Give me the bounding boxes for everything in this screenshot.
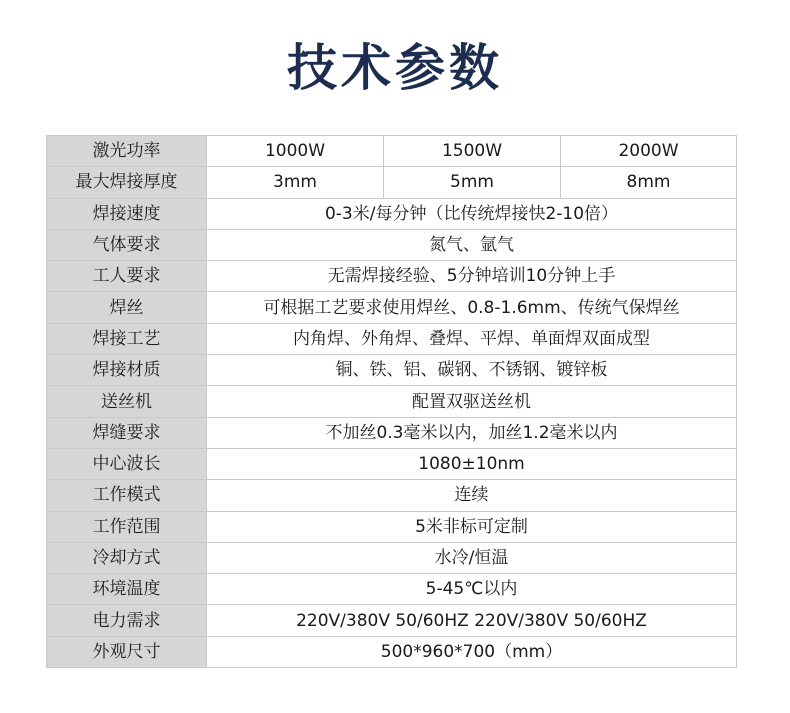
spec-value: 1000W: [207, 136, 384, 167]
spec-value: 无需焊接经验、5分钟培训10分钟上手: [207, 261, 737, 292]
spec-value: 1500W: [384, 136, 561, 167]
spec-label: 工作模式: [47, 480, 207, 511]
spec-table: [46, 135, 737, 668]
spec-row-temperature: [47, 574, 737, 605]
spec-row-seam: [47, 417, 737, 448]
spec-value: 5-45℃以内: [207, 574, 737, 605]
spec-row-wire-feeder: [47, 386, 737, 417]
spec-label: 焊接材质: [47, 355, 207, 386]
spec-value: 连续: [207, 480, 737, 511]
spec-row-wire: [47, 292, 737, 323]
spec-value: 0-3米/每分钟（比传统焊接快2-10倍）: [207, 198, 737, 229]
spec-value: 水冷/恒温: [207, 542, 737, 573]
spec-row-worker: [47, 261, 737, 292]
spec-value: 铜、铁、铝、碳钢、不锈钢、镀锌板: [207, 355, 737, 386]
spec-value: 内角焊、外角焊、叠焊、平焊、单面焊双面成型: [207, 323, 737, 354]
spec-label: 送丝机: [47, 386, 207, 417]
spec-value: 8mm: [561, 167, 737, 198]
spec-row-max-thickness: [47, 167, 737, 198]
page-title: 技术参数: [287, 39, 503, 97]
spec-value: 5mm: [384, 167, 561, 198]
spec-label: 环境温度: [47, 574, 207, 605]
spec-value: 可根据工艺要求使用焊丝、0.8-1.6mm、传统气保焊丝: [207, 292, 737, 323]
spec-label: 工作范围: [47, 511, 207, 542]
spec-label: 激光功率: [47, 136, 207, 167]
spec-value: 配置双驱送丝机: [207, 386, 737, 417]
spec-row-power: [47, 605, 737, 636]
spec-value: 3mm: [207, 167, 384, 198]
spec-label: 中心波长: [47, 448, 207, 479]
spec-row-material: [47, 355, 737, 386]
spec-row-mode: [47, 480, 737, 511]
spec-value: 500*960*700（mm）: [207, 636, 737, 667]
spec-row-cooling: [47, 542, 737, 573]
spec-label: 最大焊接厚度: [47, 167, 207, 198]
spec-row-process: [47, 323, 737, 354]
spec-label: 焊丝: [47, 292, 207, 323]
spec-label: 工人要求: [47, 261, 207, 292]
spec-value: 不加丝0.3毫米以内，加丝1.2毫米以内: [207, 417, 737, 448]
spec-value: 1080±10nm: [207, 448, 737, 479]
spec-label: 焊缝要求: [47, 417, 207, 448]
spec-row-gas: [47, 229, 737, 260]
spec-label: 电力需求: [47, 605, 207, 636]
spec-row-welding-speed: [47, 198, 737, 229]
spec-value: 5米非标可定制: [207, 511, 737, 542]
spec-value: 2000W: [561, 136, 737, 167]
spec-label: 外观尺寸: [47, 636, 207, 667]
spec-value: 氮气、氩气: [207, 229, 737, 260]
spec-label: 焊接工艺: [47, 323, 207, 354]
spec-value: 220V/380V 50/60HZ 220V/380V 50/60HZ: [207, 605, 737, 636]
spec-label: 冷却方式: [47, 542, 207, 573]
spec-row-laser-power: [47, 136, 737, 167]
spec-row-range: [47, 511, 737, 542]
spec-label: 气体要求: [47, 229, 207, 260]
spec-row-wavelength: [47, 448, 737, 479]
spec-row-dimensions: [47, 636, 737, 667]
spec-label: 焊接速度: [47, 198, 207, 229]
